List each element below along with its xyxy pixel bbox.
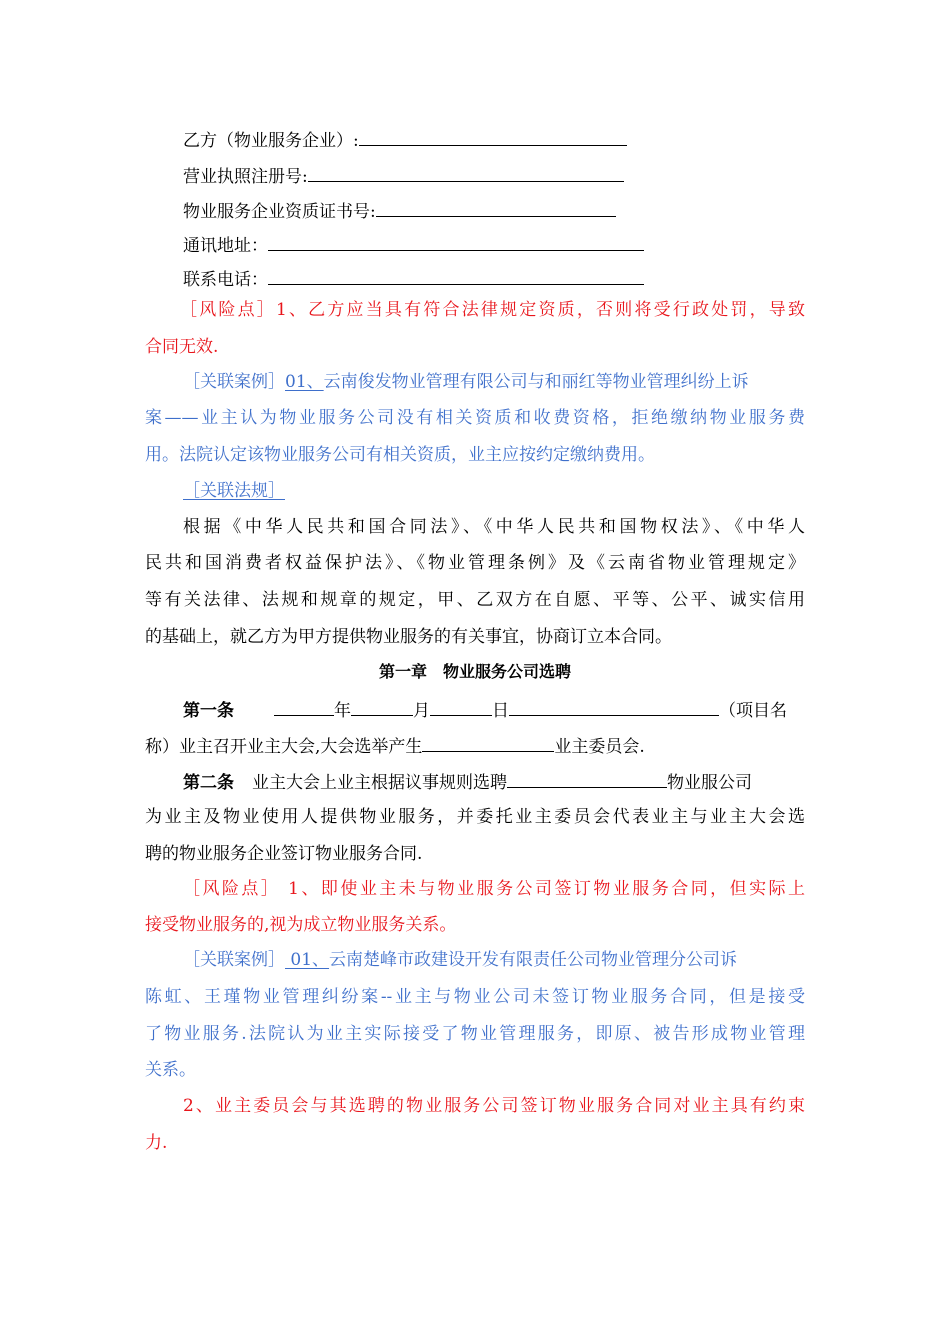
field-qualification: 物业服务企业资质证书号:	[183, 197, 616, 224]
field-license: 营业执照注册号:	[183, 162, 624, 189]
related-case-1-line2: 案——业主认为物业服务公司没有相关资质和收费资格，拒绝缴纳物业服务费	[145, 408, 805, 428]
related-case-2-line2: 陈虹、王瑾物业管理纠纷案--业主与物业公司未签订物业服务合同，但是接受	[145, 987, 805, 1007]
related-law-link[interactable]: ［关联法规］	[183, 481, 285, 501]
risk-point-3-line1: 2、业主委员会与其选聘的物业服务公司签订物业服务合同对业主具有约束	[183, 1096, 805, 1116]
preamble-line2: 民共和国消费者权益保护法》、《物业管理条例》及《云南省物业管理规定》	[145, 553, 805, 573]
article-2-line3: 聘的物业服务企业签订物业服务合同.	[145, 844, 423, 864]
blank-line	[351, 696, 413, 716]
preamble-line1: 根据《中华人民共和国合同法》、《中华人民共和国物权法》、《中华人	[183, 517, 805, 537]
article-2-line2: 为业主及物业使用人提供物业服务，并委托业主委员会代表业主与业主大会选	[145, 807, 805, 827]
field-phone: 联系电话：	[183, 265, 644, 292]
article-2-line1: 第二条 业主大会上业主根据议事规则选聘 物业服公司	[183, 768, 752, 795]
blank-line	[509, 696, 719, 716]
field-party-b: 乙方（物业服务企业）:	[183, 126, 627, 153]
related-case-1-line1: ［关联案例］01、云南俊发物业管理有限公司与和丽红等物业管理纠纷上诉	[183, 372, 749, 392]
related-case-2-line1: ［关联案例］ 01、云南楚峰市政建设开发有限责任公司物业管理分公司诉	[183, 950, 738, 970]
blank-line	[268, 231, 644, 251]
article-2-label: 第二条	[183, 773, 234, 793]
related-case-1-line3: 用。法院认定该物业服务公司有相关资质，业主应按约定缴纳费用。	[145, 445, 655, 465]
blank-line	[507, 768, 667, 788]
case-link-1[interactable]: 01、	[285, 372, 324, 392]
risk-point-3-line2: 力.	[145, 1133, 168, 1153]
blank-line	[376, 197, 616, 217]
preamble-line4: 的基础上，就乙方为甲方提供物业服务的有关事宜，协商订立本合同。	[145, 627, 672, 647]
article-1-label: 第一条	[183, 701, 234, 721]
blank-line	[359, 126, 627, 146]
blank-line	[422, 732, 554, 752]
risk-point-1-line2: 合同无效.	[145, 337, 219, 357]
case-link-2[interactable]: 01、	[285, 950, 330, 970]
risk-point-2-line2: 接受物业服务的,视为成立物业服务关系。	[145, 915, 457, 935]
field-address: 通讯地址：	[183, 231, 644, 258]
chapter-title: 第一章 物业服务公司选聘	[378, 662, 571, 681]
article-1-line2: 称）业主召开业主大会,大会选举产生 业主委员会.	[145, 732, 645, 759]
blank-line	[274, 696, 334, 716]
preamble-line3: 等有关法律、法规和规章的规定，甲、乙双方在自愿、平等、公平、诚实信用	[145, 590, 805, 610]
blank-line	[268, 265, 644, 285]
related-case-2-line3: 了物业服务.法院认为业主实际接受了物业管理服务，即原、被告形成物业管理	[145, 1024, 805, 1044]
article-1-line1: 第一条 年 月 日 （项目名	[183, 696, 787, 723]
risk-point-1-line1: ［风险点］1、乙方应当具有符合法律规定资质，否则将受行政处罚，导致	[180, 300, 805, 320]
related-case-2-line4: 关系。	[145, 1060, 196, 1080]
blank-line	[308, 162, 624, 182]
risk-point-2-line1: ［风险点］ 1、即使业主未与物业服务公司签订物业服务合同，但实际上	[183, 879, 805, 899]
blank-line	[430, 696, 492, 716]
